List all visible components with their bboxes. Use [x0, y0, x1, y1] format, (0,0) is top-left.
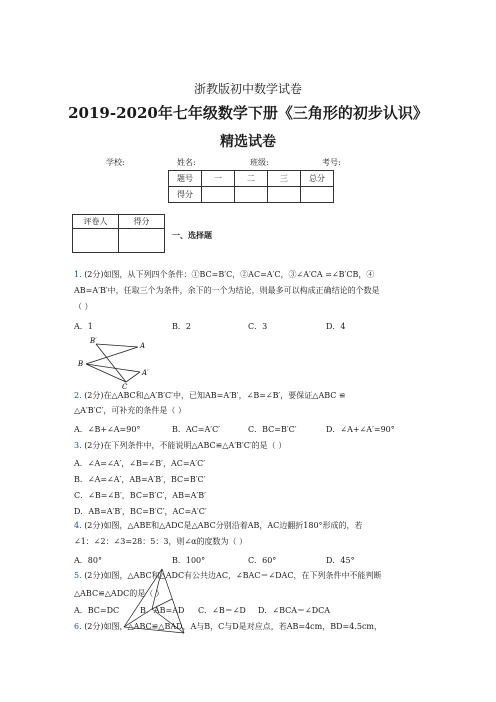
option-a: A．80° [74, 556, 102, 565]
question-text: AB=A′B′中，任取三个为条件，余下的一个为结论，则最多可以构成正确结论的个数是 [74, 286, 380, 295]
option-c: C．BC=B′C′ [248, 425, 297, 434]
figure-label: B [78, 360, 84, 368]
exam-subtitle: 浙教版初中数学试卷 [193, 82, 302, 96]
question-number: 2. [74, 391, 82, 400]
exam-title: 2019-2020年七年级数学下册《三角形的初步认识》 [68, 104, 428, 122]
score-header-cell: 二 [235, 171, 268, 187]
question-number: 5. [74, 571, 82, 580]
question-text: (2分)如图，△ABC和△ADC有公共边AC，∠BAC＝∠DAC，在下列条件中不能判断 [84, 571, 382, 580]
option-b: B．100° [172, 556, 206, 565]
option-a: A．BC=DC [74, 606, 120, 615]
question-number: 3. [74, 441, 82, 450]
question-text: (2分)如图，从下列四个条件：①BC=B′C，②AC=A′C，③∠A′CA =∠B′CB，④ [84, 270, 375, 279]
grader-score-label: 得分 [119, 215, 165, 229]
score-header-cell: 三 [268, 171, 301, 187]
triangle-figure-q4 [112, 565, 202, 640]
question-text: (2分)在△ABC和△A′B′C′中，已知AB=A′B′，∠B=∠B′，要保证△ABC ≌ [84, 391, 346, 400]
option-c: C．∠B=∠B′，BC=B′C′，AB=A′B′ [74, 491, 206, 500]
question-text: ∠1：∠2：∠3=28：5：3，则∠α的度数为（ ） [74, 537, 248, 546]
option-b: B．∠A=∠A′，AB=A′B′，BC=B′C′ [74, 475, 206, 484]
grader-score-cell [119, 229, 165, 253]
question-4 [74, 521, 363, 531]
option-c: C．∠B＝∠D [198, 606, 246, 615]
option-d: D．∠BCA＝∠DCA [258, 606, 331, 615]
option-c: C．60° [248, 556, 277, 565]
score-header-cell: 总分 [301, 171, 334, 187]
grader-label: 评卷人 [73, 215, 119, 229]
question-text: （ ） [74, 302, 93, 311]
score-header-cell: 题号 [169, 171, 202, 187]
question-3 [74, 441, 286, 451]
score-row-label: 得分 [169, 187, 202, 203]
figure-label: B′ [90, 337, 97, 345]
name-label: 姓名: [177, 158, 196, 167]
question-number: 6. [74, 622, 82, 631]
score-cell [202, 187, 235, 203]
option-d: D．∠A+∠A′=90° [326, 425, 395, 434]
score-cell [235, 187, 268, 203]
question-text: (2分)如图，△ABE和△ADC是△ABC分别沿着AB，AC边翻折180°形成的，若 [84, 521, 363, 530]
question-number: 4. [74, 521, 82, 530]
option-c: C．3 [248, 322, 268, 331]
question-text: (2分)在下列条件中，不能说明△ABC≌△A′B′C′的是（ ） [84, 441, 287, 450]
number-label: 考号: [322, 158, 341, 167]
grader-cell [73, 229, 119, 253]
question-text: △A′B′C′，可补充的条件是（ ） [74, 406, 186, 415]
score-cell [301, 187, 334, 203]
question-text: △ABC≌△ADC的是（ ） [74, 589, 164, 598]
question-2 [74, 391, 346, 401]
score-header-cell: 一 [202, 171, 235, 187]
question-1 [74, 270, 374, 280]
grader-table [72, 214, 165, 253]
question-text: (2分)如图，△ABC≌△BAD，A与B，C与D是对应点，若AB=4cm，BD=4.5cm， [84, 622, 383, 631]
score-cell [268, 187, 301, 203]
score-table [168, 170, 334, 203]
option-b: B．2 [172, 322, 191, 331]
class-label: 班级: [250, 158, 269, 167]
option-a: A．1 [74, 322, 93, 331]
section-heading: 一、选择题 [172, 230, 212, 240]
triangle-figure-q1 [74, 334, 164, 390]
school-label: 学校: [106, 158, 125, 167]
exam-title-line2: 精选试卷 [220, 134, 276, 150]
option-d: D．4 [326, 322, 346, 331]
figure-label: A′ [142, 369, 149, 377]
option-b: B．AB=AD [140, 606, 185, 615]
question-number: 1. [74, 270, 82, 279]
option-d: D．AB=A′B′，BC=B′C′，AC=A′C′ [74, 507, 207, 516]
option-d: D．45° [326, 556, 355, 565]
option-a: A．∠A=∠A′，∠B=∠B′，AC=A′C′ [74, 459, 206, 468]
option-b: B．AC=A′C′ [172, 425, 221, 434]
figure-label: C [122, 383, 128, 390]
figure-label: A [140, 342, 146, 350]
option-a: A．∠B+∠A=90° [74, 425, 141, 434]
